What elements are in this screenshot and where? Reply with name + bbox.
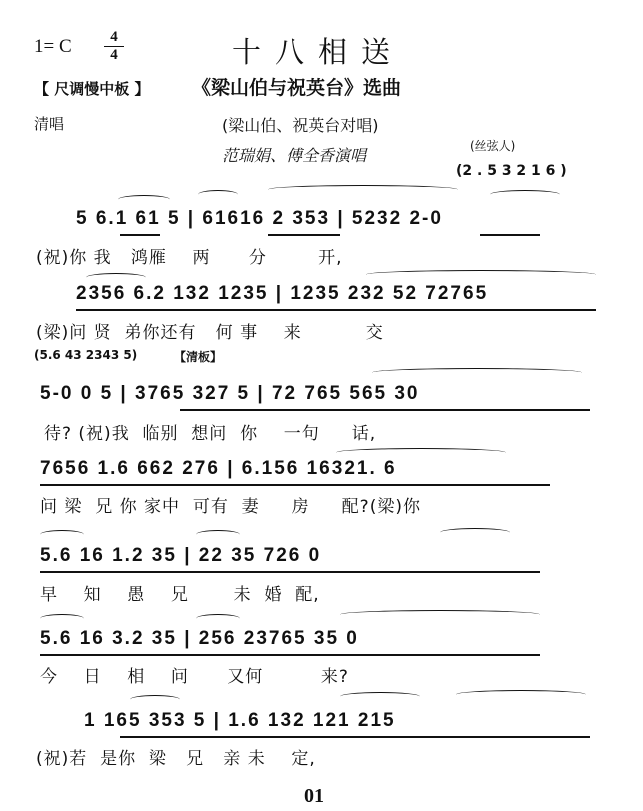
lyrics-line: (梁)问 贤 弟你还有 何 事 来 交 xyxy=(36,323,384,343)
slur xyxy=(456,690,586,699)
accompaniment-note: (丝弦人) xyxy=(470,139,516,153)
notation-line: 5 6.1 61 5 | 61616 2 353 | 5232 2-0 xyxy=(76,208,443,229)
slur xyxy=(196,614,240,623)
slur xyxy=(198,190,238,199)
time-signature xyxy=(104,30,124,63)
underline xyxy=(120,234,160,236)
slur xyxy=(440,528,510,537)
underline xyxy=(76,309,596,311)
lyrics-line: 问 梁 兄 你 家中 可有 妻 房 配?(梁)你 xyxy=(40,497,421,517)
performers-credit: 范瑞娟、傅全香演唱 xyxy=(222,146,367,165)
lyrics-line: (祝)你 我 鸿雁 两 分 开, xyxy=(36,248,343,268)
underline xyxy=(40,571,540,573)
song-title: 十八相送 xyxy=(232,35,405,69)
underline xyxy=(180,409,590,411)
notation-line: 1 165 353 5 | 1.6 132 121 215 xyxy=(84,710,396,731)
meter-top: 4 xyxy=(110,29,118,45)
page-number: 01 xyxy=(304,785,324,807)
slur xyxy=(40,530,84,539)
slur xyxy=(366,270,596,279)
key-signature: 1= C xyxy=(34,36,72,57)
source-opera: 《梁山伯与祝英台》选曲 xyxy=(192,77,402,99)
lyrics-line: 待? (祝)我 临别 想问 你 一句 话, xyxy=(44,424,377,444)
intro-phrase: (2 . 5 3 2 1 6 ) xyxy=(456,163,567,179)
interlude-phrase: (5.6 43 2343 5) xyxy=(34,348,138,362)
underline xyxy=(120,736,590,738)
meter-bottom: 4 xyxy=(110,47,118,63)
notation-line: 5.6 16 1.2 35 | 22 35 726 0 xyxy=(40,545,322,566)
lyrics-line: 今 日 相 问 又何 来? xyxy=(40,667,349,687)
slur xyxy=(372,368,582,377)
slur xyxy=(340,610,540,619)
underline xyxy=(268,234,340,236)
roles-credit: (梁山伯、祝英台对唱) xyxy=(222,116,379,135)
slur xyxy=(336,448,506,457)
lyrics-line: (祝)若 是你 梁 兄 亲 未 定, xyxy=(36,749,316,769)
slur xyxy=(268,185,458,194)
underline xyxy=(480,234,540,236)
notation-line: 7656 1.6 662 276 | 6.156 16321. 6 xyxy=(40,458,397,479)
notation-line: 5.6 16 3.2 35 | 256 23765 35 0 xyxy=(40,628,359,649)
underline xyxy=(40,654,540,656)
tempo-marking: 【 尺调慢中板 】 xyxy=(34,80,150,98)
slur xyxy=(490,190,560,199)
slur xyxy=(340,692,420,701)
tempo-marking-2: 【清板】 xyxy=(174,350,223,364)
underline xyxy=(40,484,550,486)
notation-line: 2356 6.2 132 1235 | 1235 232 52 72765 xyxy=(76,283,489,304)
slur xyxy=(196,530,240,539)
slur xyxy=(40,614,84,623)
notation-line: 5-0 0 5 | 3765 327 5 | 72 765 565 30 xyxy=(40,383,420,404)
slur xyxy=(86,273,146,282)
slur xyxy=(130,695,180,704)
lyrics-line: 早 知 愚 兄 未 婚 配, xyxy=(40,585,320,605)
singing-style: 清唱 xyxy=(34,115,65,133)
slur xyxy=(118,195,170,204)
